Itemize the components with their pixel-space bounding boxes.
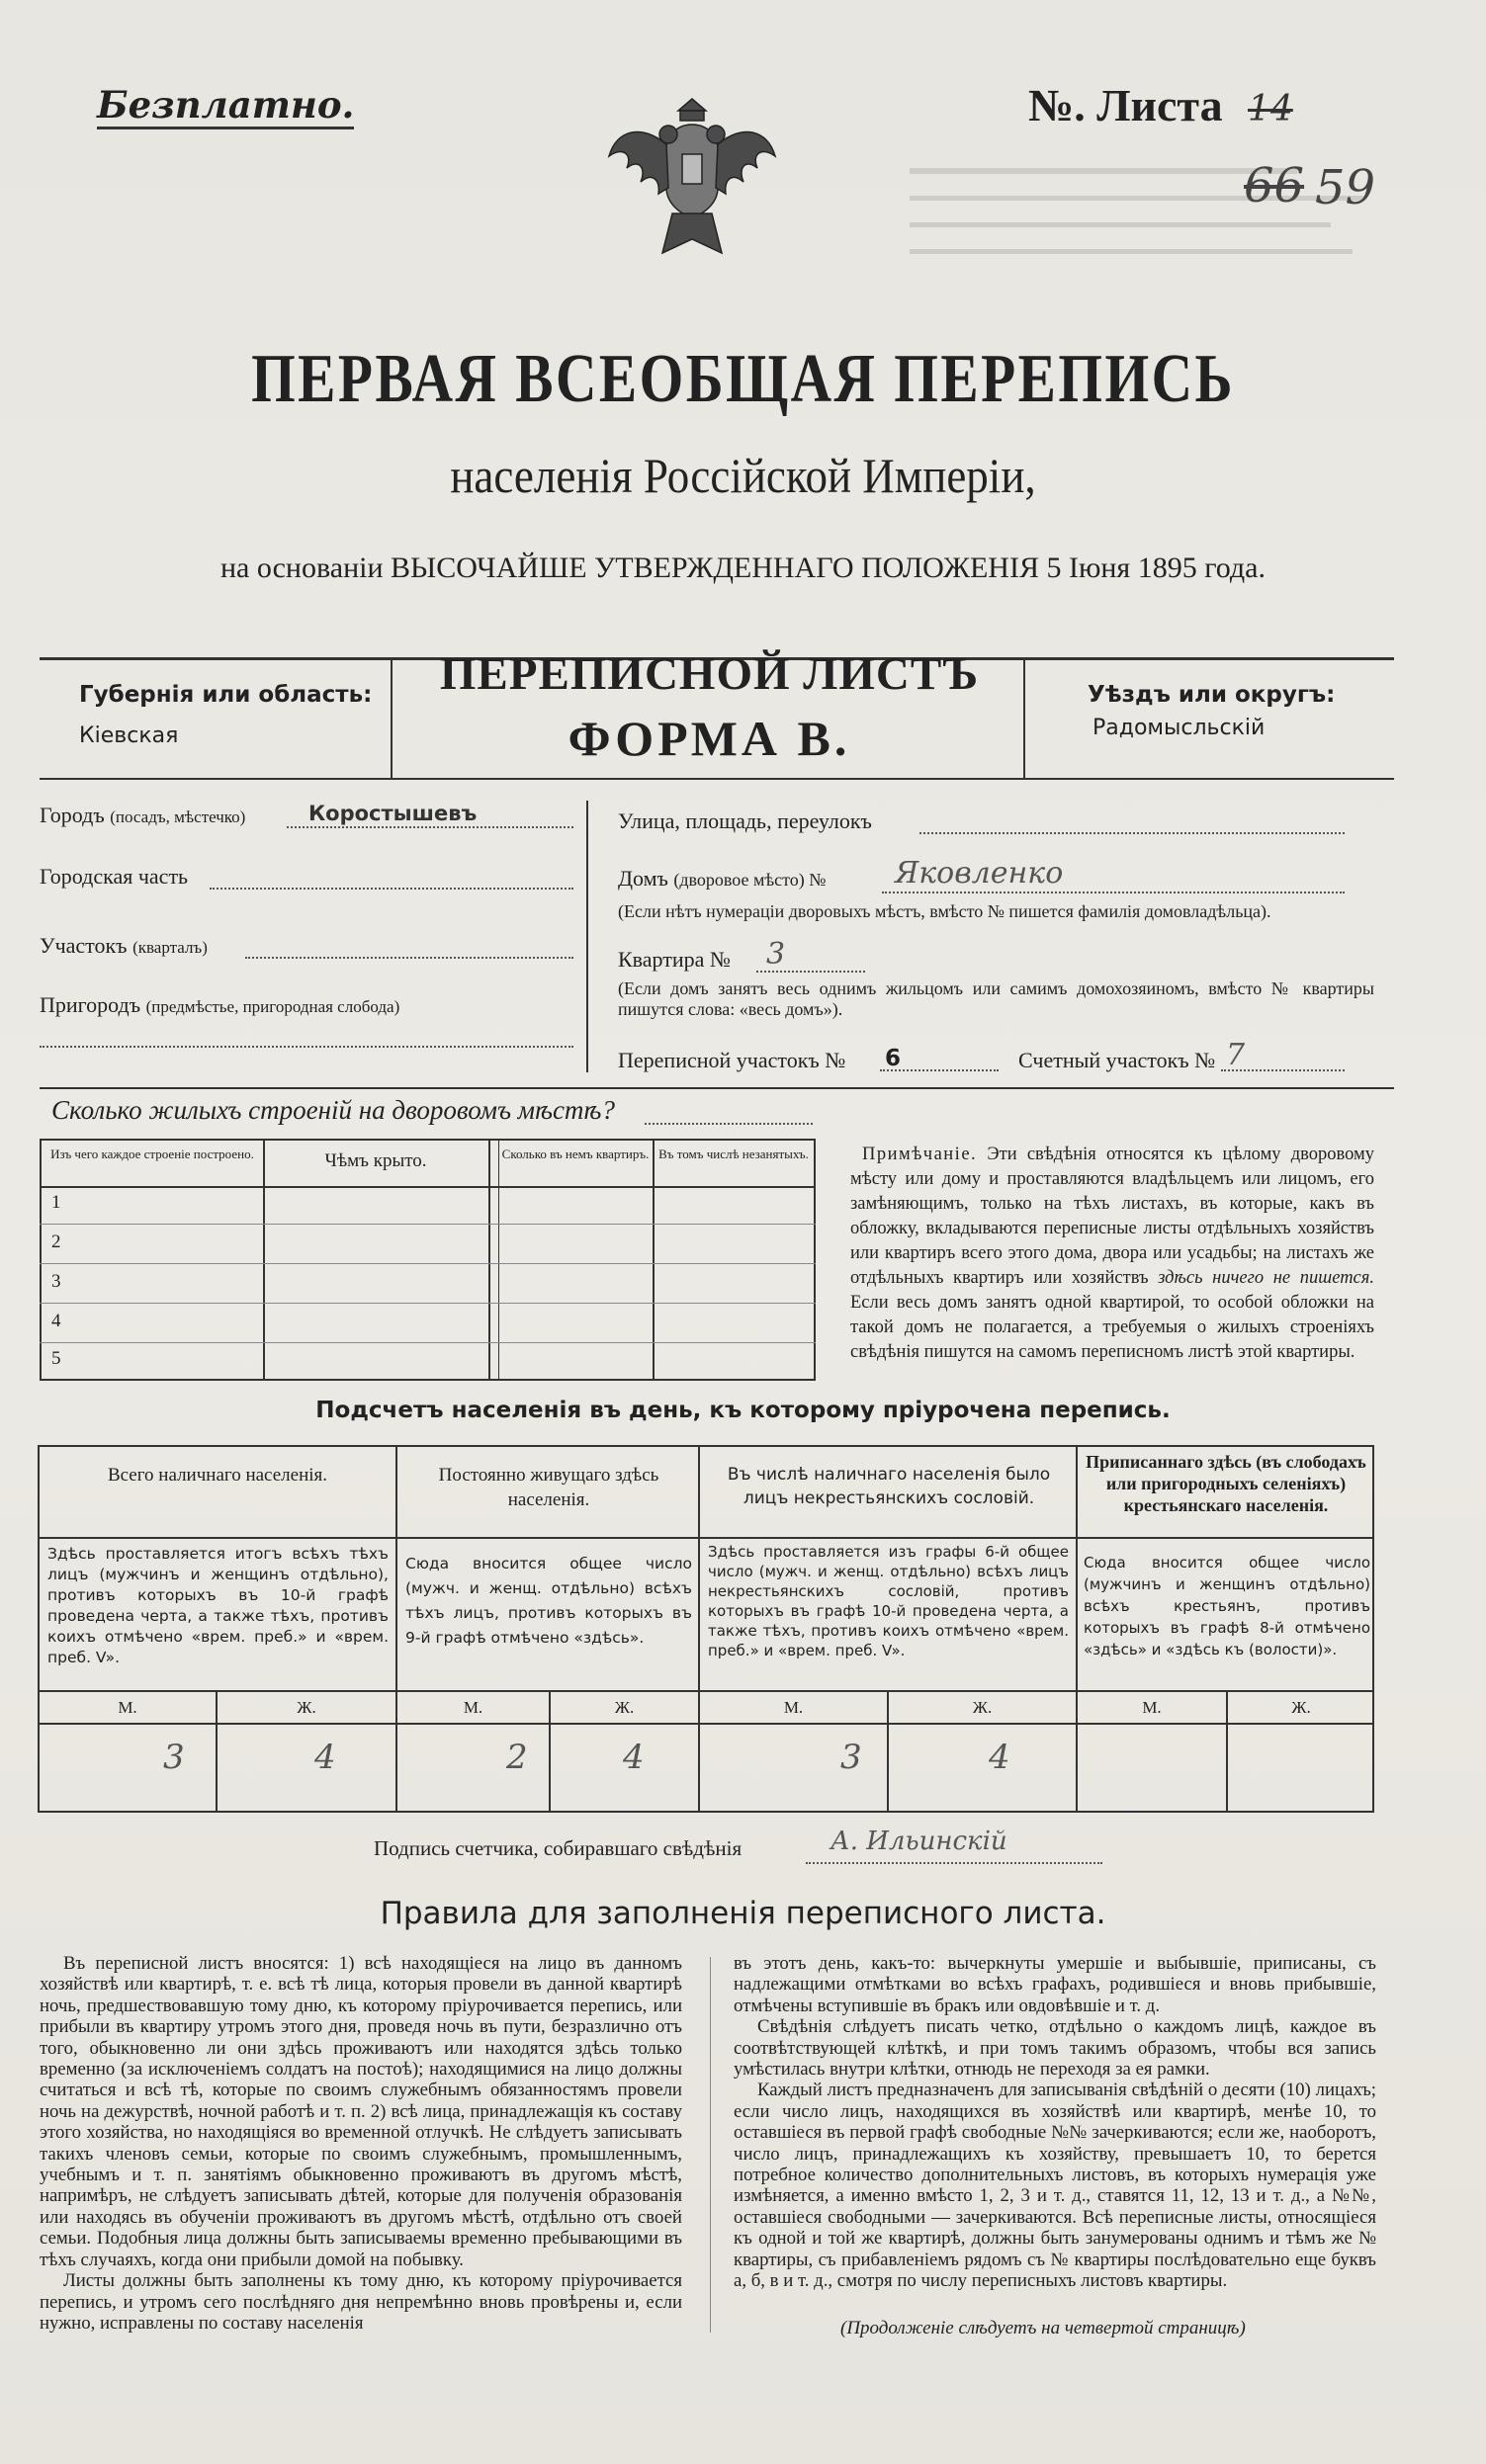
city-label-text: Городъ xyxy=(40,803,105,827)
sheet-number-handwritten: 66 xyxy=(1244,158,1305,213)
buildings-note-text2: Если весь домъ занятъ одной квартирой, то особой обложки на такой домъ не полагается, а требуемыя о жилыхъ строеніяхъ свѣдѣнія пишутся на самомъ переписномъ листѣ этой квартиры. xyxy=(850,1293,1374,1362)
apartment-hint: (Если домъ занятъ весь однимъ жильцомъ или самимъ домохозяиномъ, вмѣсто № квартиры пишутся слова: «весь домъ»). xyxy=(618,978,1374,1019)
signature-value: А. Ильинскій xyxy=(830,1827,1007,1856)
bt-header-apartments: Сколько въ немъ квартиръ. xyxy=(501,1147,650,1161)
rules-title: Правила для заполненія переписного листа. xyxy=(380,1896,1106,1931)
rules-right-p2: Свѣдѣнія слѣдуетъ писать четко, отдѣльно о каждомъ лицѣ, каждое въ соотвѣтствующей клѣткѣ, и при томъ такимъ образомъ, чтобы вся запись умѣстилась внутри клѣтки, отнюдь не переходя за ея рамки. xyxy=(734,2016,1376,2081)
form-box-divider-left xyxy=(391,657,393,778)
buildings-note xyxy=(850,1143,1374,1365)
district-note: (кварталъ) xyxy=(132,938,208,957)
sheet-number-label: №. Листа xyxy=(1028,80,1223,130)
bt-row-rule-3 xyxy=(40,1303,816,1304)
pop-col3-head: Въ числѣ наличнаго населенія было лицъ некрестьянскихъ сословій. xyxy=(727,1465,1051,1508)
district-label-text: Участокъ xyxy=(40,933,128,958)
apartment-value: 3 xyxy=(766,937,786,972)
pt-text-rule xyxy=(38,1690,1374,1692)
rules-right-column xyxy=(734,1953,1376,2292)
uyezd-value: Радомысльскій xyxy=(1093,716,1266,740)
pop-col4-head: Приписаннаго здѣсь (въ слободахъ или пригородныхъ селеніяхъ) крестьянскаго населенія. xyxy=(1086,1452,1366,1515)
census-subtitle: населенія Россійской Имперіи, xyxy=(450,448,1036,503)
pop-col3-f-value: 4 xyxy=(989,1738,1010,1777)
district-field-line[interactable] xyxy=(245,957,573,959)
form-title: ПЕРЕПИСНОЙ ЛИСТЪ xyxy=(439,648,980,700)
pop-col2-m-label: М. xyxy=(463,1698,483,1717)
bt-row-2: 2 xyxy=(51,1232,61,1252)
pop-col2-text: Сюда вносится общее число (мужч. и женщ. отдѣльно) всѣхъ тѣхъ лицъ, противъ которыхъ въ 9-й графѣ отмѣчено «здѣсь». xyxy=(405,1555,692,1647)
bt-col2b xyxy=(498,1139,499,1381)
pt-head-rule xyxy=(38,1537,1374,1539)
city-part-field-line[interactable] xyxy=(210,888,573,890)
street-field-line[interactable] xyxy=(919,832,1345,834)
pop-col3-text: Здѣсь проставляется изъ графы 6-й общее число (мужч. и женщ. отдѣльно) всѣхъ лицъ некрестьянскихъ сословій, противъ которыхъ въ графѣ 10-й проведена черта, а также тѣхъ, противъ коихъ отмѣчено «врем. преб.» и «врем. преб. V». xyxy=(708,1543,1069,1659)
street-label: Улица, площадь, переулокъ xyxy=(618,808,872,833)
bt-col1 xyxy=(263,1139,265,1381)
city-field-line[interactable] xyxy=(287,826,573,828)
signature-label: Подпись счетчика, собиравшаго свѣдѣнія xyxy=(374,1836,743,1860)
pt-col2 xyxy=(698,1445,700,1813)
bleed-through xyxy=(910,148,1463,326)
pop-col1-f-label: Ж. xyxy=(297,1698,316,1717)
form-box-divider-right xyxy=(1023,657,1025,778)
sheet-number-struck: 14 xyxy=(1248,89,1293,129)
city-label xyxy=(40,803,245,828)
suburb-label xyxy=(40,992,399,1018)
pop-col4-text: Сюда вносится общее число (мужчинъ и женщинъ отдѣльно) всѣхъ крестьянъ, противъ которыхъ въ графѣ 8-й отмѣчено «здѣсь» и «здѣсь къ (волости)». xyxy=(1084,1554,1370,1658)
suburb-label-text: Пригородъ xyxy=(40,992,141,1017)
pop-col4-m-label: М. xyxy=(1142,1698,1162,1717)
bt-row-5: 5 xyxy=(51,1348,61,1369)
apartment-label: Квартира № xyxy=(618,947,731,972)
address-bottom-rule xyxy=(40,1087,1394,1089)
rules-right-p3: Каждый листъ предназначенъ для записыванія свѣдѣній о десяти (10) лицахъ; если число лицъ, находящихся въ хозяйствѣ или квартирѣ, менѣе 10, то оставшіеся въ первой графѣ свободные №№ зачеркиваются; если же, наоборотъ, число лицъ, принадлежащихъ къ хозяйству, превышаетъ 10, то берется потребное количество дополнительныхъ листовъ, въ которыхъ нумерація уже измѣняется, а именно вмѣсто 1, 2, 3 и т. д., ставятся 11, 12, 13 и т. д., а №№, оставшіеся свободными — зачеркиваются. Всѣ переписные листы, относящіеся къ одной и той же квартирѣ, должны быть занумерованы однимъ и тѣмъ же № квартиры, съ прибавленіемъ рядомъ съ № квартиры послѣдовательно еще буквъ а, б, в и т. д., смотря по числу переписныхъ листовъ квартиры. xyxy=(734,2080,1376,2292)
bt-row-rule-4 xyxy=(40,1342,816,1343)
population-title: Подсчетъ населенія въ день, къ которому пріурочена перепись. xyxy=(315,1398,1171,1423)
bt-col2 xyxy=(488,1139,490,1381)
province-value: Кіевская xyxy=(79,723,179,748)
city-part-label: Городская часть xyxy=(40,864,189,889)
census-district-value: 6 xyxy=(885,1046,902,1071)
address-divider xyxy=(586,801,588,1072)
buildings-question: Сколько жилыхъ строеній на дворовомъ мѣстѣ? xyxy=(51,1095,615,1125)
sheet-number-handwritten-2: 59 xyxy=(1315,160,1376,215)
buildings-note-title: Примѣчаніе. xyxy=(862,1145,978,1164)
pop-col2-f-label: Ж. xyxy=(614,1698,635,1717)
buildings-note-text: Эти свѣдѣнія относятся къ цѣлому дворовому мѣсту или дому и проставляются владѣльцемъ или лицомъ, его замѣняющимъ, только на тѣхъ листахъ, въ которые, какъ въ обложку, вкладываются переписные листы отдѣльныхъ хозяйствъ или квартиръ всего этого дома, двора или усадьбы; на листахъ же отдѣльныхъ квартиръ или хозяйствъ xyxy=(850,1145,1374,1288)
rules-continued: (Продолженіе слѣдуетъ на четвертой страницѣ) xyxy=(840,2318,1246,2338)
census-district-label: Переписной участокъ № xyxy=(618,1048,846,1072)
suburb-note: (предмѣстье, пригородная слобода) xyxy=(145,997,400,1016)
census-title: ПЕРВАЯ ВСЕОБЩАЯ ПЕРЕПИСЬ xyxy=(251,341,1235,417)
rules-right-p1: въ этотъ день, какъ-то: вычеркнуты умершіе и выбывшіе, приписаны, съ надлежащими отмѣтками во всѣхъ графахъ, родившіеся и вновь прибывшіе, отмѣчены вступившіе въ бракъ или овдовѣвшіе и т. д. xyxy=(734,1953,1376,2016)
bt-row-rule-1 xyxy=(40,1224,816,1225)
rules-left-p2: Листы должны быть заполнены къ тому дню, къ которому пріурочивается перепись, и утромъ сего послѣдняго дня непремѣнно вновь провѣрены и, если нужно, исправлены по составу населенія xyxy=(40,2270,682,2334)
bt-row-1: 1 xyxy=(51,1192,61,1213)
bt-row-rule-2 xyxy=(40,1263,816,1264)
bt-header-material: Изъ чего каждое строеніе построено. xyxy=(50,1147,254,1161)
pop-col3-m-value: 3 xyxy=(840,1738,862,1777)
pop-col1-f-value: 4 xyxy=(314,1738,336,1777)
district-label xyxy=(40,933,208,959)
free-label: Безплатно. xyxy=(97,83,354,129)
pop-col4-f-label: Ж. xyxy=(1291,1698,1311,1717)
suburb-field-line[interactable] xyxy=(40,1046,573,1048)
imperial-eagle-emblem xyxy=(603,85,781,283)
house-label-text: Домъ xyxy=(618,866,668,891)
uyezd-label: Уѣздъ или округъ: xyxy=(1088,682,1336,708)
pop-col1-head: Всего наличнаго населенія. xyxy=(107,1465,328,1486)
pt-col1 xyxy=(395,1445,397,1813)
rules-divider xyxy=(710,1957,711,2333)
bt-header-vacant: Въ томъ числѣ незанятыхъ. xyxy=(658,1147,809,1161)
pop-col2-head: Постоянно живущаго здѣсь населенія. xyxy=(438,1465,659,1510)
bt-header-rule xyxy=(40,1186,816,1188)
pop-col2-f-value: 4 xyxy=(623,1738,645,1777)
pop-col1-m-value: 3 xyxy=(163,1738,185,1777)
house-note: (дворовое мѣсто) № xyxy=(673,870,827,890)
buildings-table xyxy=(40,1139,816,1381)
house-label xyxy=(618,866,826,892)
rules-left-column xyxy=(40,1953,682,2334)
pop-col3-f-label: Ж. xyxy=(972,1698,993,1717)
buildings-note-italic: здѣсь ничего не пишется. xyxy=(1158,1268,1374,1288)
bt-header-roof: Чѣмъ крыто. xyxy=(324,1150,427,1171)
signature-line[interactable] xyxy=(806,1862,1102,1864)
city-note: (посадъ, мѣстечко) xyxy=(110,807,246,826)
rules-left-p1: Въ переписной листъ вносятся: 1) всѣ находящіеся на лицо въ данномъ хозяйствѣ или квартирѣ, т. е. всѣ тѣ лица, которыя провели въ данной квартирѣ ночь, предшествовавшую тому дню, къ которому пріурочивается перепись, или прибыли въ квартиру утромъ этого дня, проведя ночь въ пути, безразлично отъ того, обыкновенно ли они здѣсь проживаютъ или находятся здѣсь только временно (за исключеніемъ солдатъ на постоѣ); находящимися на лицо должны считаться и всѣ тѣ, которые по своимъ служебнымъ обязанностямъ провели ночь на дежурствѣ, ночной работѣ и т. п. 2) всѣ лица, принадлежащія къ составу этого хозяйства, но находящіяся во временной отлучкѣ. Не слѣдуетъ записывать такихъ членовъ семьи, которые по своимъ служебнымъ, промышленнымъ, учебнымъ и т. п. занятіямъ обыкновенно проживаютъ въ другомъ мѣстѣ, напримѣръ, не слѣдуетъ записывать дѣтей, которые для полученія образованія или находясь въ обученіи проживаютъ въ другомъ мѣстѣ, отдѣльно отъ своей семьи. Подобныя лица должны быть записываемы временно пребывающими въ тѣхъ случаяхъ, когда они прибыли домой на побывку. xyxy=(40,1953,682,2270)
pop-col1-m-label: М. xyxy=(118,1698,137,1717)
legal-basis: на основаніи ВЫСОЧАЙШЕ УТВЕРЖДЕННАГО ПОЛОЖЕНІЯ 5 Іюня 1895 года. xyxy=(220,552,1266,584)
house-field-line[interactable] xyxy=(882,892,1345,893)
pop-col3-m-label: М. xyxy=(783,1698,804,1717)
pop-col2-m-value: 2 xyxy=(506,1738,528,1777)
count-district-label: Счетный участокъ № xyxy=(1018,1048,1216,1072)
count-district-value: 7 xyxy=(1226,1038,1246,1072)
form-letter: ФОРМА В. xyxy=(568,711,851,766)
bt-row-4: 4 xyxy=(51,1311,61,1331)
pt-mf-rule xyxy=(38,1723,1374,1725)
form-box-bottom xyxy=(40,778,1394,780)
house-value: Яковленко xyxy=(895,856,1064,891)
province-label: Губернія или область: xyxy=(79,682,373,708)
bt-col3 xyxy=(653,1139,655,1381)
buildings-answer-line[interactable] xyxy=(645,1123,813,1125)
city-value: Коростышевъ xyxy=(308,802,478,825)
pt-col3 xyxy=(1076,1445,1078,1813)
pop-col1-text: Здѣсь проставляется итогъ всѣхъ тѣхъ лицъ (мужчинъ и женщинъ отдѣльно), противъ которыхъ въ 10-й графѣ проведена черта, а также тѣхъ, противъ коихъ отмѣчено «врем. преб.» и «врем. преб. V». xyxy=(47,1545,389,1666)
bt-row-3: 3 xyxy=(51,1271,61,1292)
house-hint: (Если нѣтъ нумераціи дворовыхъ мѣстъ, вмѣсто № пишется фамилія домовладѣльца). xyxy=(618,901,1271,921)
